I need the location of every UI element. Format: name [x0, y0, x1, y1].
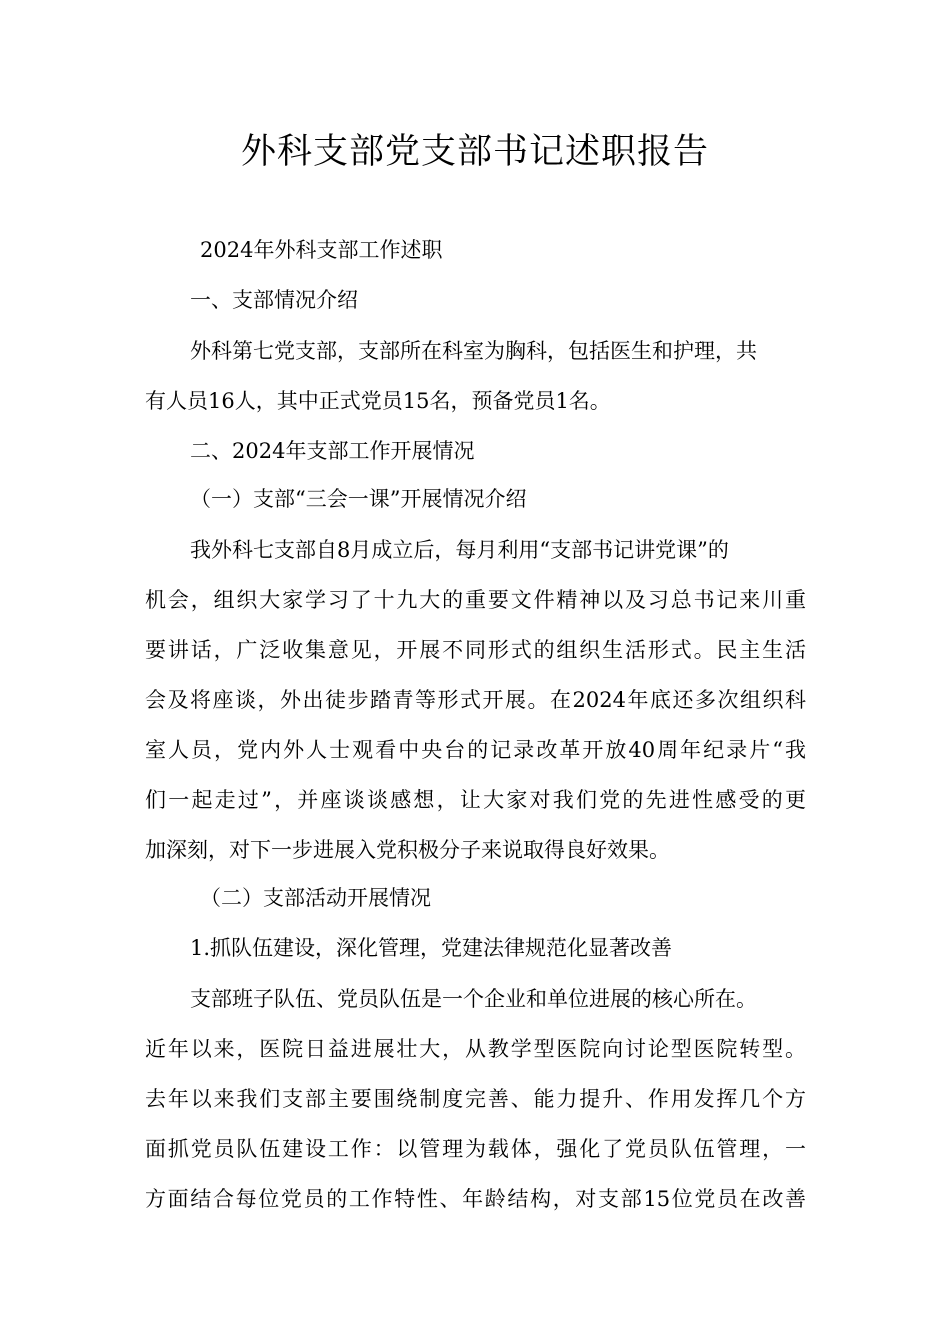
paragraph-line: 去年以来我们支部主要围绕制度完善、能力提升、作用发挥几个方 [145, 1087, 806, 1111]
paragraph-line: 要讲话，广泛收集意见，开展不同形式的组织生活形式。民主生活 [145, 638, 806, 662]
paragraph-line: 我外科七支部自8月成立后，每月利用“支部书记讲党课”的 [190, 538, 729, 562]
section-heading-2: 二、2024年支部工作开展情况 [190, 439, 475, 463]
subtitle-line: 2024年外科支部工作述职 [200, 238, 443, 262]
paragraph-line: 近年以来，医院日益进展壮大，从教学型医院向讨论型医院转型。 [145, 1037, 806, 1061]
paragraph-line: 面抓党员队伍建设工作：以管理为载体，强化了党员队伍管理，一 [145, 1137, 806, 1161]
paragraph-line: 机会，组织大家学习了十九大的重要文件精神以及习总书记来川重 [145, 588, 806, 612]
paragraph-line: 外科第七党支部，支部所在科室为胸科，包括医生和护理，共 [190, 339, 757, 363]
paragraph-line: 方面结合每位党员的工作特性、年龄结构，对支部15位党员在改善 [145, 1187, 806, 1211]
paragraph-line: 室人员，党内外人士观看中央台的记录改革开放40周年纪录片“我 [145, 738, 806, 762]
item-heading-1: 1.抓队伍建设，深化管理，党建法律规范化显著改善 [190, 936, 673, 960]
subsection-heading-1: （一）支部“三会一课”开展情况介绍 [190, 487, 527, 511]
paragraph-line: 会及将座谈，外出徒步踏青等形式开展。在2024年底还多次组织科 [145, 688, 806, 712]
section-heading-1: 一、支部情况介绍 [190, 288, 358, 312]
subsection-heading-2: （二）支部活动开展情况 [200, 886, 431, 910]
document-title: 外科支部党支部书记述职报告 [240, 132, 709, 172]
paragraph-line: 有人员16人，其中正式党员15名，预备党员1名。 [145, 389, 611, 413]
paragraph-line: 们一起走过”，并座谈谈感想，让大家对我们党的先进性感受的更 [145, 788, 806, 812]
paragraph-line: 支部班子队伍、党员队伍是一个企业和单位进展的核心所在。 [190, 987, 757, 1011]
paragraph-line: 加深刻，对下一步进展入党积极分子来说取得良好效果。 [145, 838, 670, 862]
